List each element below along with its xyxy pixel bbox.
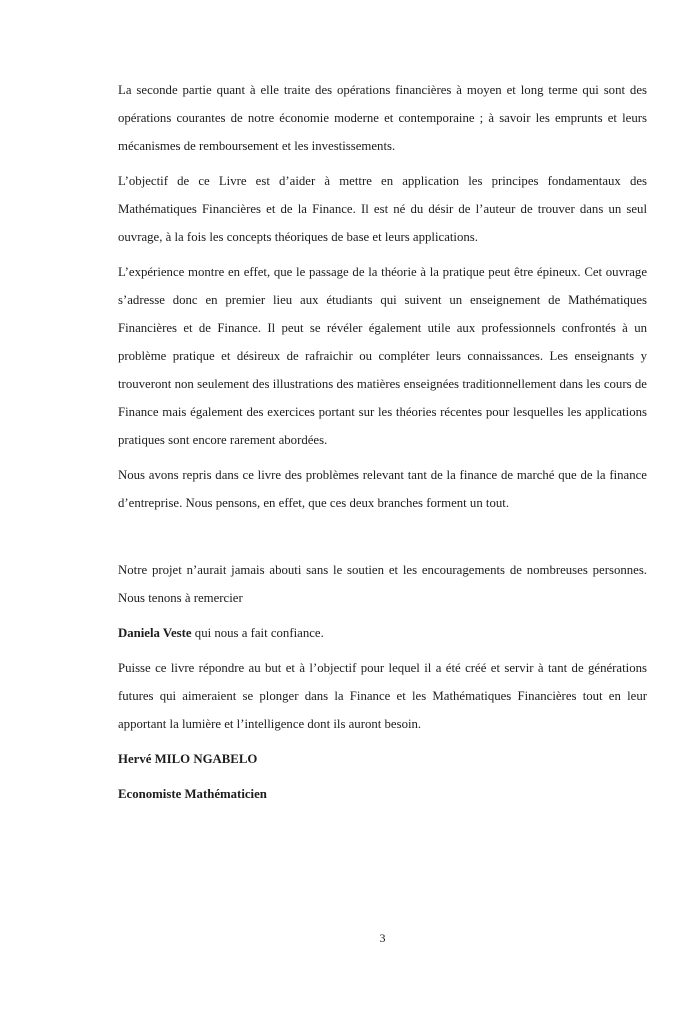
author-name: Hervé MILO NGABELO bbox=[118, 752, 258, 766]
paragraph-second-part: La seconde partie quant à elle traite des opérations financières à moyen et long terme qui sont des opérations courantes de notre économie moderne et contemporaine ; à savoir les emprunts et leurs mécanismes de remboursement et les investissements. bbox=[118, 83, 647, 153]
acknowledged-name: Daniela Veste bbox=[118, 626, 192, 640]
acknowledgement-line bbox=[118, 619, 647, 647]
page-footer bbox=[118, 928, 647, 948]
paragraph-thanks-intro: Notre projet n’aurait jamais abouti sans le soutien et les encouragements de nombreuses personnes. Nous tenons à remercier bbox=[118, 563, 647, 605]
page-content bbox=[118, 76, 647, 815]
author-title: Economiste Mathématicien bbox=[118, 787, 267, 801]
page-number: 3 bbox=[379, 931, 386, 945]
paragraph-closing: Puisse ce livre répondre au but et à l’objectif pour lequel il a été créé et servir à tant de générations futures qui aimeraient se plonger dans la Finance et les Mathématiques Financières tout en leur apportant la lumière et l’intelligence dont ils auront besoin. bbox=[118, 661, 647, 731]
blank-line-spacer bbox=[118, 524, 647, 556]
paragraph-experience: L’expérience montre en effet, que le passage de la théorie à la pratique peut être épineux. Cet ouvrage s’adresse donc en premier lieu aux étudiants qui suivent un enseignement de Mathématiques Financières et de Finance. Il peut se révéler également utile aux professionnels confrontés à un problème pratique et désireux de rafraichir ou compléter leurs connaissances. Les enseignants y trouveront non seulement des illustrations des matières enseignées traditionnellement dans les cours de Finance mais également des exercices portant sur les théories récentes pour lesquelles les applications pratiques sont encore rarement abordées. bbox=[118, 265, 647, 447]
paragraph-objective: L’objectif de ce Livre est d’aider à mettre en application les principes fondamentaux des Mathématiques Financières et de la Finance. Il est né du désir de l’auteur de trouver dans un seul ouvrage, à la fois les concepts théoriques de base et leurs applications. bbox=[118, 174, 647, 244]
acknowledgement-rest: qui nous a fait confiance. bbox=[191, 626, 324, 640]
paragraph-problems: Nous avons repris dans ce livre des problèmes relevant tant de la finance de marché que de la finance d’entreprise. Nous pensons, en effet, que ces deux branches forment un tout. bbox=[118, 468, 647, 510]
